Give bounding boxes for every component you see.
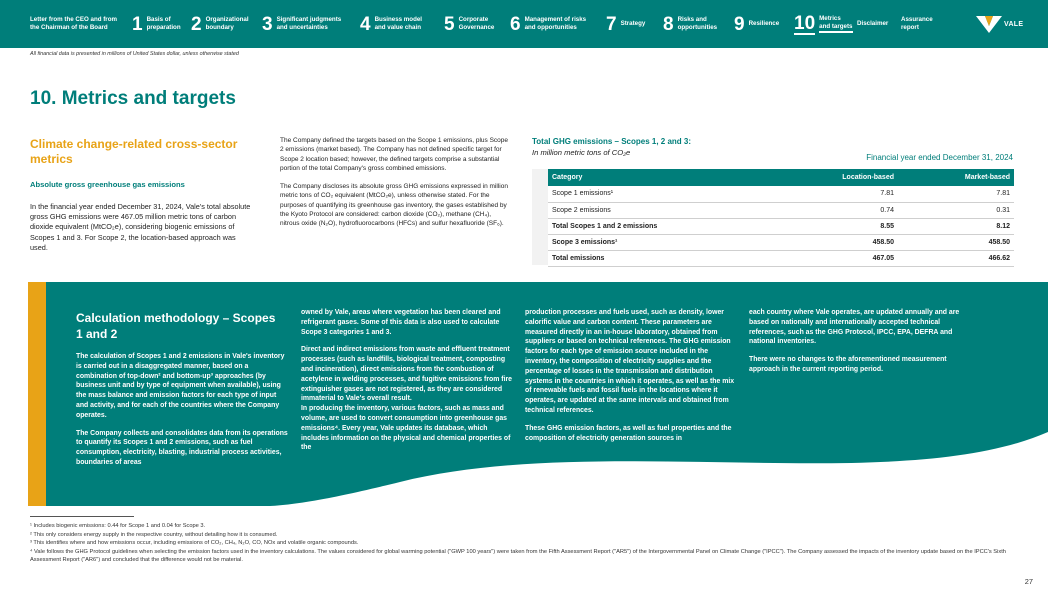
footnote-1: ¹ Includes biogenic emissions: 0.44 for Scope 1 and 0.04 for Scope 3. [30, 523, 206, 529]
row-location-value: 0.74 [758, 202, 898, 218]
logo-text: VALE [1004, 20, 1024, 28]
row-market-value: 7.81 [898, 186, 1014, 202]
row-location-value: 458.50 [758, 234, 898, 250]
intro-paragraph: In the financial year ended December 31, 2024, Vale's total absolute gross GHG emissions were 467.05 million metric tons of carbon dioxide equivalent (MtCO₂e), considering biogenic emissions of Scopes 1 and 3. For Scope 2, the location-based approach was used. [30, 202, 251, 252]
nav-label: Letter from the CEO and from the Chairman of the Board [30, 15, 117, 31]
nav-item-organizational-boundary[interactable] [191, 0, 249, 48]
table-row [548, 186, 1014, 202]
nav-number: 6 [510, 13, 521, 35]
nav-number: 5 [444, 13, 455, 35]
nav-number: 3 [262, 13, 273, 35]
methodology-paragraph: owned by Vale, areas where vegetation has been cleared and refrigerant gases. Some of this data is also used to calculate Scope 3 categories 1 and 3. [301, 309, 501, 336]
nav-label: Resilience [748, 19, 780, 27]
methodology-paragraph: The Company collects and consolidates data from its operations to quantify its Scopes 1 and 2 emissions, such as fuel consumption, electricity, blasting, industrial process activities, boundaries of areas [76, 429, 288, 466]
vale-logo-icon [976, 15, 1002, 33]
methodology-paragraph: production processes and fuels used, such as density, lower calorific value and carbon content. These parameters are measured directly in an in-house laboratory, obtained from suppliers or based on technical references. The GHG emission factors for each type of emission source included in the inventory, the composition of electricity supplies and the percentage of losses in the transmission and distribution systems in the countries in which it operates, as well as the mix of renewable fuels and fossil fuels in the locations where it operates, are updated at the same intervals and obtained from technical references. [525, 309, 735, 414]
nav-label: Basis of preparation [146, 15, 181, 31]
nav-label: Metrics and targets [819, 15, 852, 33]
nav-item-strategy[interactable] [606, 0, 645, 48]
gases-paragraph: The Company discloses its absolute gross GHG emissions expressed in million metric tons of CO₂ equivalent (MtCO₂e), unless otherwise stated. For the purposes of quantifying its greenhouse gas inventory, the gases established by the Kyoto Protocol are considered: carbon dioxide (CO₂), methane (CH₄), nitrous oxide (N₂O), hydrofluorocarbons (HFCs) and sulfur hexafluoride (SF₆). [280, 182, 508, 228]
methodology-paragraph: The calculation of Scopes 1 and 2 emissions in Vale's inventory is carried out in a disaggregated manner, based on a combination of top-down² and bottom-up³ approaches (by business unit and by type of equipment when available), using the mass balance and emission factors for each type of input and activity, and for each of the countries where the Company operates. [76, 353, 285, 419]
table-title: Total GHG emissions – Scopes 1, 2 and 3: [532, 137, 692, 146]
nav-item-basis-of-preparation[interactable] [132, 0, 181, 48]
methodology-heading: Calculation methodology – Scopes 1 and 2 [76, 311, 276, 341]
row-market-value: 0.31 [898, 202, 1014, 218]
footnotes [30, 522, 1020, 565]
nav-item-metrics-and-targets[interactable] [794, 0, 853, 48]
row-location-value: 467.05 [758, 250, 898, 266]
nav-item-disclaimer[interactable] [857, 0, 888, 48]
targets-paragraph: The Company defined the targets based on the Scope 1 emissions, plus Scope 2 emissions (market based). The Company has not defined specific target for Scope 2 location based; however, the defined targets comprise a substantial portion of the total Company's gross combined emissions. [280, 137, 509, 173]
row-market-value: 458.50 [898, 234, 1014, 250]
targets-text [280, 136, 512, 237]
sub-heading: Absolute gross greenhouse gas emissions [30, 180, 185, 189]
methodology-paragraph: each country where Vale operates, are updated annually and are based on nationally and internationally accepted technical references, such as the GHG Protocol, IPCC, EPA, DEFRA and national inventories. [749, 309, 960, 346]
methodology-paragraph: In producing the inventory, various factors, such as mass and volume, are used to convert consumption into greenhouse gas emissions⁴. Every year, Vale updates its database, which includes information on the physical and chemical properties of the [301, 405, 511, 452]
vale-logo[interactable] [976, 15, 1023, 33]
page-number: 27 [1024, 577, 1033, 586]
methodology-column-4 [749, 308, 969, 383]
nav-label: Management of risks and opportunities [524, 15, 587, 31]
nav-label: Assurance report [901, 15, 933, 31]
nav-label: Risks and opportunities [677, 15, 718, 31]
methodology-paragraph: Direct and indirect emissions from waste and effluent treatment processes (such as landfills, biological treatment, composting and incineration), direct emissions from the combustion of acetylene in welding processes, and fugitive emissions from fire extinguisher gases are not registered, as they are considered immaterial to Vale's overall result. [301, 346, 512, 403]
nav-item-risks-and-opportunities[interactable] [663, 0, 717, 48]
nav-number: 2 [191, 13, 202, 35]
nav-item-resilience[interactable] [734, 0, 779, 48]
row-location-value: 8.55 [758, 218, 898, 234]
header-location-based: Location-based [758, 169, 898, 186]
row-category: Total emissions [548, 250, 758, 266]
nav-number: 7 [606, 13, 617, 35]
nav-item-significant-judgments[interactable] [262, 0, 341, 48]
table-row-total [548, 218, 1014, 234]
methodology-column-1 [76, 352, 290, 476]
row-location-value: 7.81 [758, 186, 898, 202]
row-category: Scope 1 emissions¹ [548, 186, 758, 202]
nav-number: 8 [663, 13, 674, 35]
currency-note: All financial data is presented in millions of United States dollar, unless otherwise stated [30, 51, 239, 57]
nav-item-assurance-report[interactable] [901, 0, 933, 48]
header-market-based: Market-based [898, 169, 1014, 186]
nav-label: Organizational boundary [205, 15, 249, 31]
nav-item-management-of-risks[interactable] [510, 0, 586, 48]
row-category: Scope 2 emissions [548, 202, 758, 218]
footnote-divider [30, 516, 134, 517]
nav-label: Business model and value chain [374, 15, 423, 31]
table-row [548, 202, 1014, 218]
row-category: Total Scopes 1 and 2 emissions [548, 218, 758, 234]
row-market-value: 466.62 [898, 250, 1014, 266]
fiscal-year-label: Financial year ended December 31, 2024 [866, 153, 1013, 162]
row-category: Scope 3 emissions¹ [548, 234, 758, 250]
footnote-4: ⁴ Vale follows the GHG Protocol guidelines when selecting the emission factors used in the inventory calculations. The values considered for global warming potential ("GWP 100 years") were taken from the Fifth Assessment Report ("AR5") of the Intergovernmental Panel on Climate Change ("IPCC"). The Company assessed the impacts of the inventory update based on the IPCC's Sixth Assessment Report ("AR6") and concluded that the difference would not be material. [30, 548, 1006, 564]
table-header-row [548, 169, 1014, 186]
nav-number: 4 [360, 13, 371, 35]
footnote-3: ³ This identifies where and how emissions occur, including emissions of CO₂, CH₄, N₂O, CO, NOx and volatile organic compounds. [30, 540, 359, 547]
table-row [548, 234, 1014, 250]
nav-label: Strategy [620, 19, 646, 27]
section-heading: Climate change-related cross-sector metrics [30, 137, 238, 166]
nav-item-business-model[interactable] [360, 0, 422, 48]
nav-number: 10 [794, 12, 816, 34]
nav-item-corporate-governance[interactable] [444, 0, 494, 48]
page-title: 10. Metrics and targets [30, 88, 236, 109]
methodology-column-2 [301, 308, 515, 461]
nav-item-letter[interactable] [30, 0, 117, 48]
methodology-paragraph: There were no changes to the aforementioned measurement approach in the current reporting period. [749, 356, 947, 373]
nav-number: 9 [734, 13, 745, 35]
table-row-total [548, 250, 1014, 266]
table-accent-bar [532, 169, 548, 265]
table-subtitle: In million metric tons of CO₂e [532, 148, 631, 157]
top-navigation [0, 0, 1048, 48]
nav-label: Corporate Governance [458, 15, 495, 31]
footnote-2: ² This only considers energy supply in the respective country, without detailing how it is consumed. [30, 531, 278, 538]
ghg-emissions-table [548, 169, 1014, 267]
row-market-value: 8.12 [898, 218, 1014, 234]
nav-label: Significant judgments and uncertainties [276, 15, 342, 31]
methodology-column-3 [525, 308, 739, 451]
header-category: Category [548, 169, 758, 186]
nav-number: 1 [132, 13, 143, 35]
nav-label: Disclaimer [857, 19, 889, 27]
methodology-paragraph: These GHG emission factors, as well as fuel properties and the composition of electricity generation sources in [525, 424, 732, 442]
